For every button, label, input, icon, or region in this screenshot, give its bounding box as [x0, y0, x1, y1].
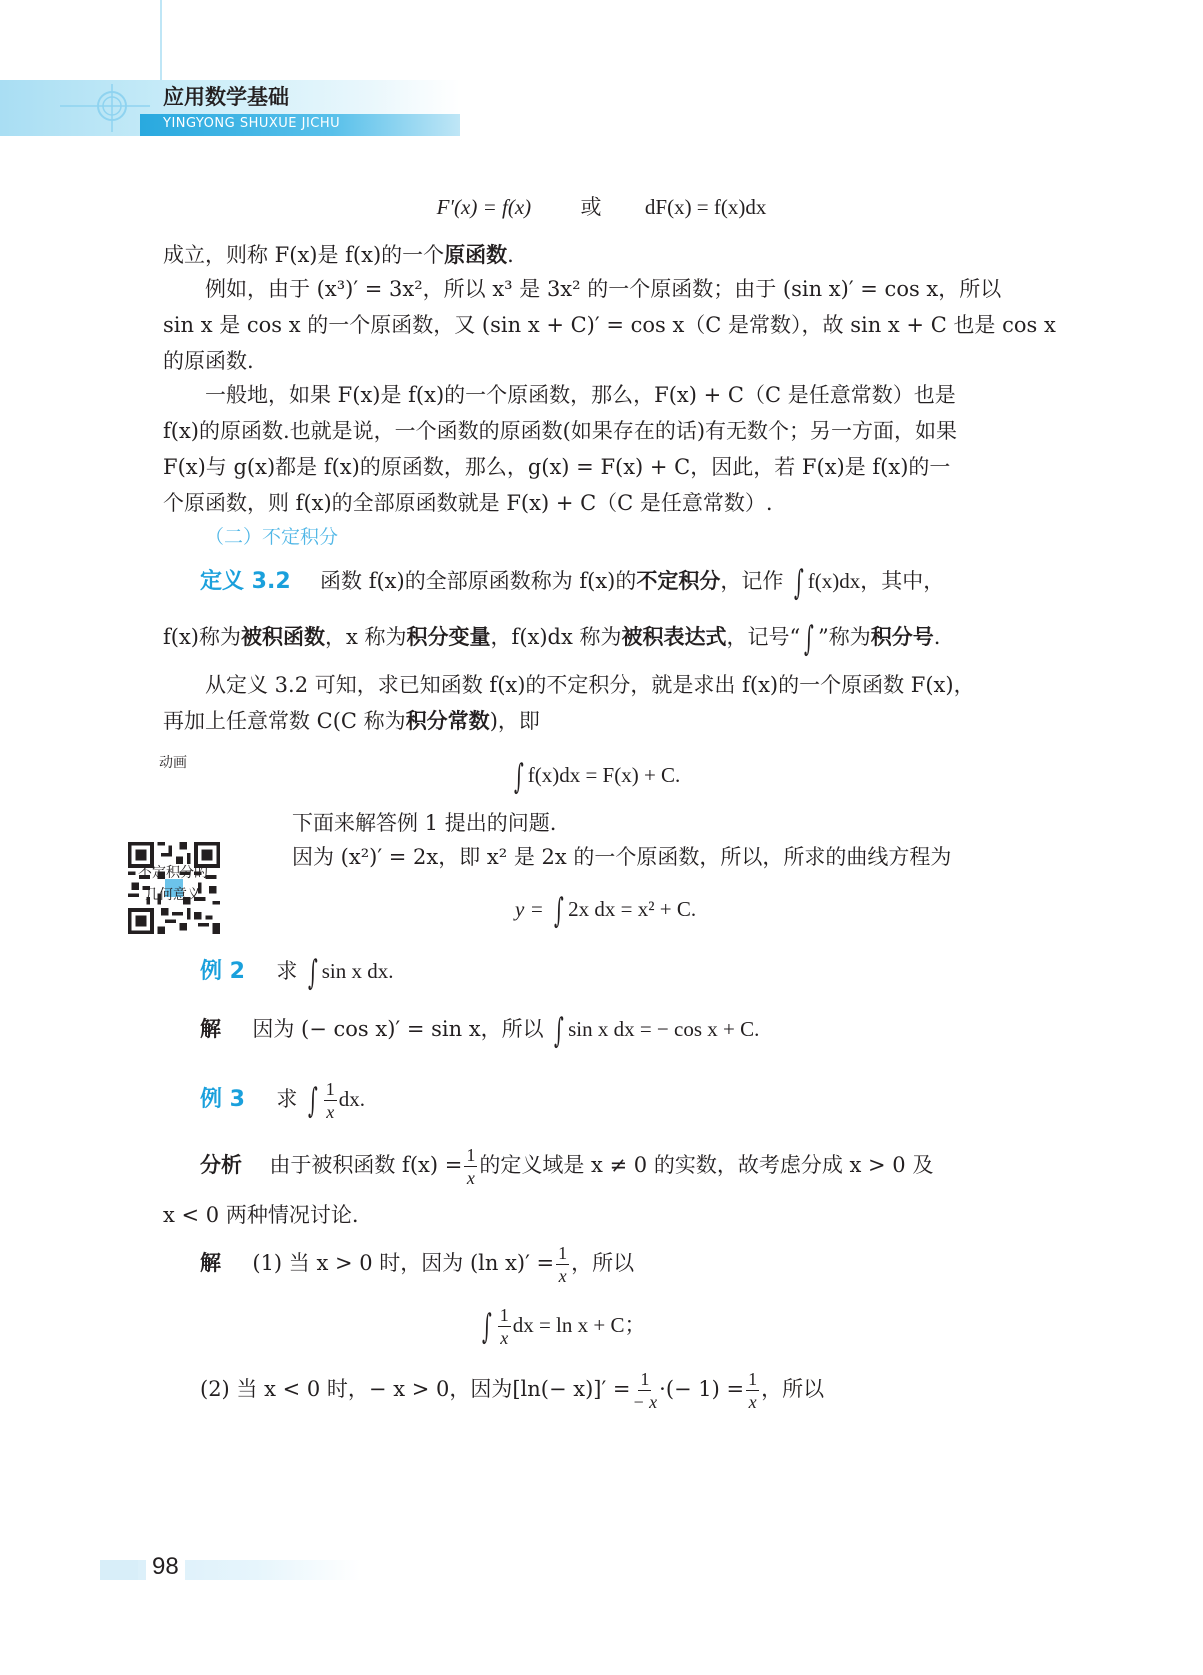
text-segment: ，x 称为 — [325, 625, 407, 649]
fraction-num: 1 — [640, 1369, 650, 1389]
fraction-num: 1 — [466, 1145, 476, 1165]
text-segment: 函数 f(x)的全部原函数称为 f(x)的 — [320, 569, 637, 593]
fraction — [556, 1242, 569, 1287]
solution-3-text: (2) 当 x < 0 时，− x > 0，因为[ln(− x)]′ = — [200, 1377, 631, 1401]
text-segment: . — [507, 243, 514, 267]
term-integration-variable: 积分变量 — [406, 625, 491, 649]
formula-top-right: dF(x) = f(x)dx — [644, 195, 767, 219]
formula-case-1-text: dx = ln x + C； — [512, 1313, 646, 1337]
from-def-line-1: 从定义 3.2 可知，求已知函数 f(x)的不定积分，就是求出 f(x)的一个原函数 F(x)， — [205, 673, 975, 697]
text-segment: 再加上任意常数 C(C 称为 — [163, 709, 406, 733]
from-def-line-2 — [163, 702, 1053, 740]
term-integral-sign: 积分号 — [870, 625, 934, 649]
integral-sign-icon: ∫ — [308, 953, 318, 993]
integral-sign-icon: ∫ — [481, 1307, 492, 1347]
solution-3-text: ，所以 — [761, 1377, 825, 1401]
text-segment: ”称为 — [817, 625, 871, 649]
solution-3-text: ·(− 1) = — [659, 1377, 745, 1401]
formula-top-left: F′(x) = f(x) — [436, 195, 532, 219]
solution-3-text: (1) 当 x > 0 时，因为 (ln x)′ = — [252, 1251, 555, 1275]
solution-2 — [200, 1010, 1053, 1051]
analysis-text: 的定义域是 x ≠ 0 的实数，故考虑分成 x > 0 及 — [479, 1153, 934, 1177]
answer-ex1-line-1: 下面来解答例 1 提出的问题. — [292, 811, 557, 835]
text-segment: )，即 — [489, 709, 540, 733]
fraction — [324, 1078, 337, 1123]
fraction-num: 1 — [499, 1305, 509, 1325]
solution-3-case-2 — [200, 1368, 1053, 1413]
text-segment: f(x)称为 — [163, 625, 242, 649]
text-segment: ，记作 — [720, 569, 784, 593]
text-segment: . — [933, 625, 941, 649]
formula-case-1 — [478, 1304, 1053, 1349]
fraction-num: 1 — [748, 1369, 758, 1389]
example-para-line-3: 的原函数. — [163, 349, 254, 373]
header-decoration-line — [160, 0, 162, 80]
header-subtitle: YINGYONG SHUXUE JICHU — [163, 116, 341, 131]
fraction-num: 1 — [325, 1079, 335, 1099]
qr-caption-2: 几何意义 — [145, 887, 201, 903]
header-title: 应用数学基础 — [163, 85, 289, 109]
example-2 — [200, 952, 1053, 991]
general-para-line-4: 个原函数，则 f(x)的全部原函数就是 F(x) + C（C 是任意常数）. — [163, 491, 773, 515]
definition-line-2 — [163, 618, 1053, 659]
footer-pad — [100, 1560, 138, 1580]
page-number: 98 — [146, 1553, 185, 1581]
general-para-line-2: f(x)的原函数.也就是说，一个函数的原函数(如果存在的话)有无数个；另一方面，如果 — [163, 419, 958, 443]
integral-expression: f(x)dx — [807, 569, 861, 593]
solution-2-text: 因为 (− cos x)′ = sin x，所以 — [252, 1017, 544, 1041]
formula-curve-rhs: 2x dx = x² + C. — [568, 897, 697, 921]
integral-sign-icon: ∫ — [804, 619, 814, 659]
fraction-den: x — [748, 1392, 757, 1412]
formula-definition-text: f(x)dx = F(x) + C. — [527, 763, 681, 787]
fraction — [464, 1144, 477, 1189]
example-2-label: 例 2 — [200, 959, 245, 984]
fraction-den: x — [558, 1266, 567, 1286]
solution-3-label: 解 — [200, 1251, 221, 1275]
fraction-den: x — [326, 1102, 335, 1122]
term-integrand: 被积函数 — [241, 625, 326, 649]
example-para-line-2: sin x 是 cos x 的一个原函数，又 (sin x + C)′ = cos x（C 是常数），故 sin x + C 也是 cos x — [163, 313, 1056, 337]
example-3 — [200, 1078, 1053, 1123]
example-3-label: 例 3 — [200, 1087, 245, 1112]
analysis-text: 由于被积函数 f(x) = — [269, 1153, 463, 1177]
solution-2-expr: sin x dx = − cos x + C. — [568, 1017, 760, 1041]
solution-3-text: ，所以 — [571, 1251, 635, 1275]
section-heading: （二）不定积分 — [205, 526, 339, 548]
example-para-line-1: 例如，由于 (x³)′ = 3x²，所以 x³ 是 3x² 的一个原函数；由于 (sin x)′ = cos x，所以 — [205, 277, 1002, 301]
text-segment: ，f(x)dx 称为 — [490, 625, 622, 649]
fraction-den: x — [466, 1168, 475, 1188]
analysis-line-2: x < 0 两种情况讨论. — [163, 1203, 359, 1227]
general-para-line-1: 一般地，如果 F(x)是 f(x)的一个原函数，那么，F(x) + C（C 是任意常数）也是 — [205, 383, 956, 407]
analysis-line-1 — [200, 1144, 1053, 1189]
formula-top-or: 或 — [580, 195, 602, 219]
term-indefinite-integral: 不定积分 — [636, 569, 721, 593]
fraction-num: 1 — [558, 1243, 568, 1263]
text-segment: ，其中， — [860, 569, 945, 593]
qr-caption-1: 不定积分的 — [138, 865, 208, 881]
footer-band — [100, 1560, 360, 1580]
fraction — [633, 1368, 658, 1413]
analysis-label: 分析 — [200, 1153, 242, 1177]
definition-label: 定义 3.2 — [200, 569, 291, 594]
fraction — [498, 1304, 511, 1349]
answer-ex1-line-2: 因为 (x²)′ = 2x，即 x² 是 2x 的一个原函数，所以，所求的曲线方程为 — [292, 845, 952, 869]
integral-sign-icon: ∫ — [794, 563, 804, 603]
term-primitive-function: 原函数 — [444, 243, 508, 267]
example-2-expr: sin x dx. — [321, 959, 394, 983]
solution-2-label: 解 — [200, 1017, 221, 1041]
formula-curve — [515, 890, 1053, 931]
term-integration-constant: 积分常数 — [405, 709, 490, 733]
integral-sign-icon: ∫ — [554, 1011, 565, 1051]
example-2-task: 求 — [276, 959, 298, 983]
text-segment: 成立，则称 F(x)是 f(x)的一个 — [163, 243, 445, 267]
definition-line-1 — [200, 562, 1053, 601]
integral-sign-icon: ∫ — [308, 1081, 318, 1121]
formula-definition — [510, 756, 1053, 797]
fraction-den: x — [500, 1328, 509, 1348]
qr-top-label: 动画 — [159, 755, 187, 771]
integral-sign-icon: ∫ — [554, 891, 565, 931]
general-para-line-3: F(x)与 g(x)都是 f(x)的原函数，那么，g(x) = F(x) + C，因此，若 F(x)是 f(x)的一 — [163, 455, 951, 479]
solution-3-case-1 — [200, 1242, 1053, 1287]
paragraph-primitive-def — [163, 236, 1053, 274]
text-segment: ，记号“ — [726, 625, 801, 649]
fraction-den: − x — [632, 1392, 658, 1412]
term-integrand-expression: 被积表达式 — [621, 625, 727, 649]
integral-sign-icon: ∫ — [513, 757, 524, 797]
example-3-task: 求 — [276, 1087, 298, 1111]
example-3-post: dx. — [338, 1087, 365, 1111]
fraction — [746, 1368, 759, 1413]
formula-top — [0, 188, 1203, 226]
formula-curve-lhs: y = — [515, 897, 544, 921]
compass-logo-icon — [40, 80, 150, 136]
